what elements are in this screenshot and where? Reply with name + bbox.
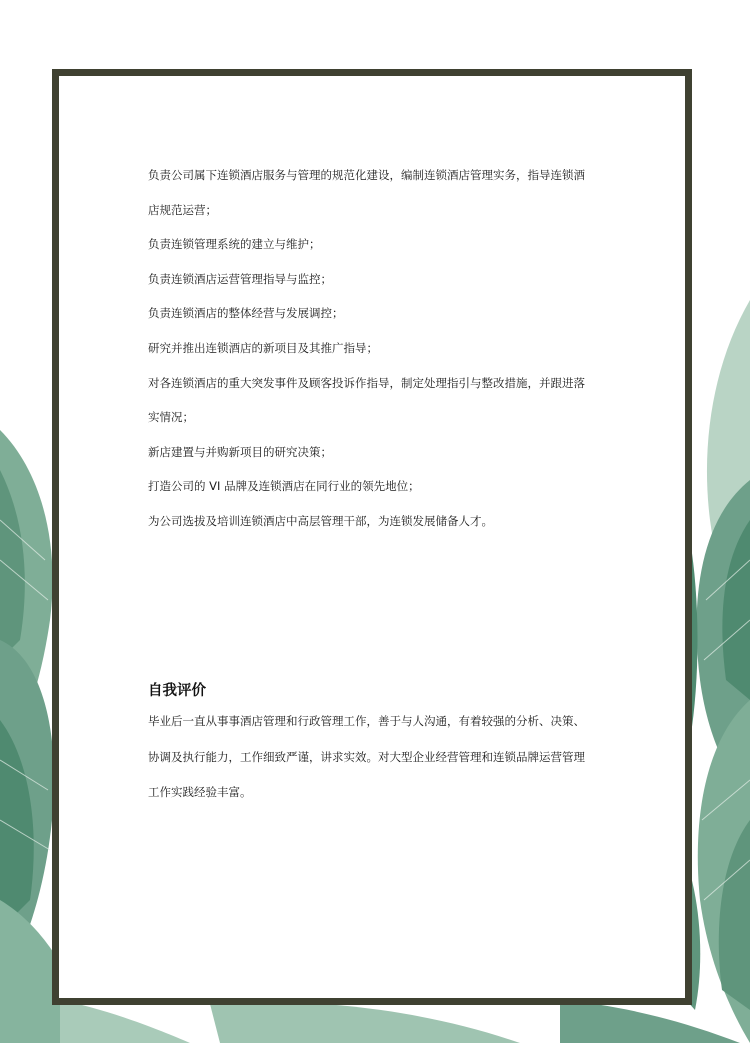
duty-line: 对各连锁酒店的重大突发事件及顾客投诉作指导，制定处理指引与整改措施，并跟进落 xyxy=(148,375,585,390)
duty-line: 店规范运营； xyxy=(148,202,217,217)
duties-list xyxy=(148,158,608,539)
resume-page xyxy=(52,69,692,1005)
self-evaluation-line: 工作实践经验丰富。 xyxy=(148,785,252,799)
duty-line: 新店建置与并购新项目的研究决策； xyxy=(148,444,332,459)
duty-line: 研究并推出连锁酒店的新项目及其推广指导； xyxy=(148,340,378,355)
duty-line: 打造公司的 VI 品牌及连锁酒店在同行业的领先地位； xyxy=(148,479,420,494)
duty-line: 为公司选拔及培训连锁酒店中高层管理干部，为连锁发展储备人才。 xyxy=(148,513,493,528)
self-evaluation-title: 自我评价 xyxy=(148,683,206,699)
duty-line: 负责连锁酒店运营管理指导与监控； xyxy=(148,271,332,286)
duty-line: 负责公司属下连锁酒店服务与管理的规范化建设，编制连锁酒店管理实务，指导连锁酒 xyxy=(148,168,585,182)
duty-line: 负责连锁管理系统的建立与维护； xyxy=(148,237,321,252)
self-evaluation-text xyxy=(148,704,618,811)
self-evaluation-line: 毕业后一直从事事酒店管理和行政管理工作，善于与人沟通，有着较强的分析、决策、 xyxy=(148,714,585,728)
duty-line: 实情况； xyxy=(148,410,194,425)
duty-line: 负责连锁酒店的整体经营与发展调控； xyxy=(148,306,344,321)
self-evaluation-line: 协调及执行能力，工作细致严谨，讲求实效。对大型企业经营管理和连锁品牌运营管理 xyxy=(148,749,585,764)
